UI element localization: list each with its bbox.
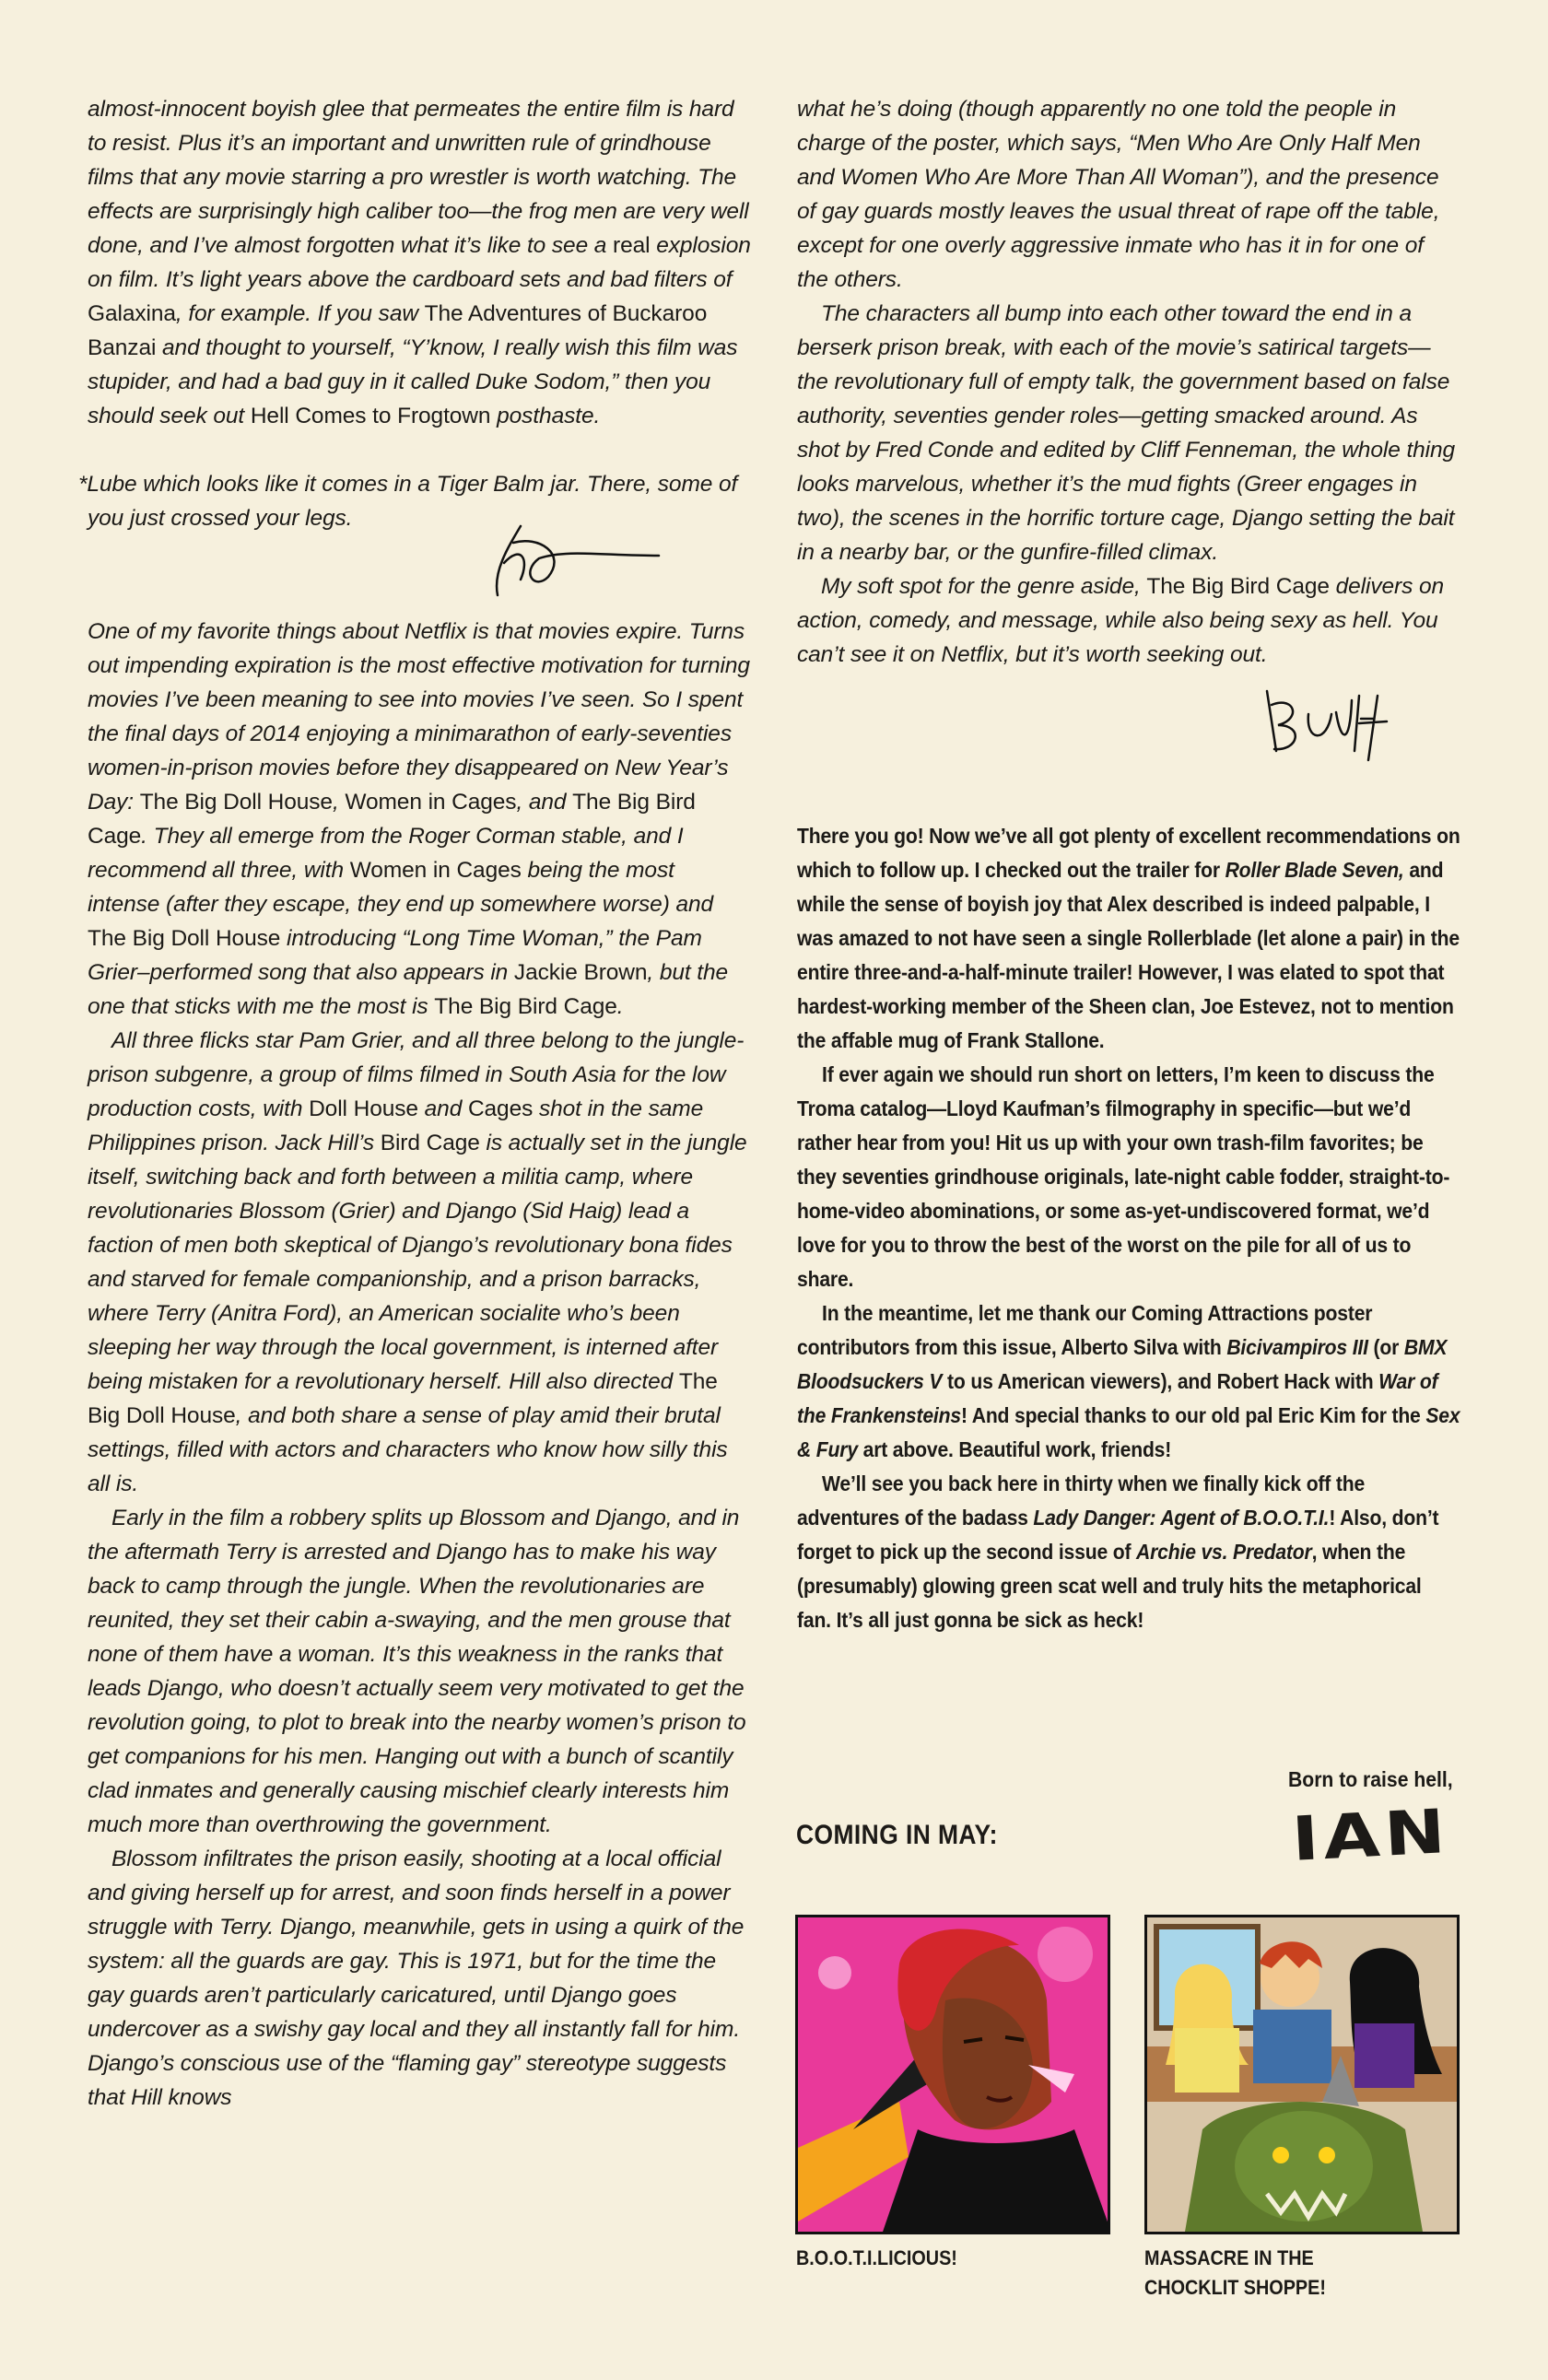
panel-archie-vs-predator [1144, 1915, 1460, 2234]
coming-in-may-heading: COMING IN MAY: [796, 1820, 998, 1850]
footnote: *Lube which looks like it comes in a Tiger Balm jar. There, some of you just crossed your legs. [78, 472, 738, 531]
archie-vs-predator-illustration [1147, 1917, 1460, 2234]
alex-review-end [78, 92, 751, 535]
paragraph: We’ll see you back here in thirty when we finally kick off the adventures of the badass Lady Danger: Agent of B.O.O.T.I.! Also, don’t forget to pick up the second issue of Archie vs. Predator, when the (presumably) glowing green scat well and truly hits the metaphorical fan. It’s all just gonna be sick as heck! [797, 1471, 1439, 1632]
paragraph: The characters all bump into each other toward the end in a berserk prison break, with each of the movie’s satirical targets—the revolutionary full of empty talk, the government based on false authority, seventies gender roles—getting smacked around. As shot by Fred Conde and edited by Cliff Fenneman, the whole thing looks marvelous, whether it’s the mud fights (Greer engages in two), the scenes in the horrific torture cage, Django setting the bait in a nearby bar, or the gunfire-filled climax. [797, 301, 1456, 565]
panel-lady-danger [795, 1915, 1110, 2234]
editor-response [797, 819, 1460, 1637]
paragraph: If ever again we should run short on letters, I’m keen to discuss the Troma catalog—Lloyd Kaufman’s filmography in specific—but we’d rather hear from you! Hit us up with your own trash-film favorites; be they seventies grindhouse originals, late-night cable fodder, straight-to-home-video abominations, or some as-yet-undiscovered format, we’d love for you to throw the best of the worst on the pile for all of us to share. [797, 1062, 1450, 1291]
lady-danger-illustration [798, 1917, 1110, 2234]
panel-lady-danger-caption: B.O.O.T.I.LICIOUS! [796, 2246, 957, 2269]
paragraph: Early in the film a robbery splits up Blossom and Django, and in the aftermath Terry is arrested and Django has to make his way back to camp through the jungle. When the revolutionaries are reunited, they set their cabin a-swaying, and the men grouse that none of them have a woman. It’s this weakness in the ranks that leads Django, who doesn’t actually seem very motivated to get the revolution going, to plot to break into the nearby women’s prison to get companions for his men. Hanging out with a bunch of scantily clad inmates and generally causing mischief clearly interests him much more than overthrowing the government. [88, 1506, 746, 1837]
ian-signature: IAN [1290, 1796, 1452, 1875]
paragraph: Blossom infiltrates the prison easily, shooting at a local official and giving herself up for arrest, and soon finds herself in a power struggle with Terry. Django, meanwhile, gets in using a quirk of the system: all the guards are gay. This is 1971, but for the time the gay guards aren’t particularly caricatured, until Django goes undercover as a swishy gay local and they all instantly fall for him. Django’s conscious use of the “flaming gay” stereotype suggests that Hill knows [88, 1847, 745, 2110]
paragraph: One of my favorite things about Netflix is that movies expire. Turns out impending expiration is the most effective motivation for turning movies I’ve been meaning to see into movies I’ve seen. So I spent the final days of 2014 enjoying a minimarathon of early-seventies women-in-prison movies before they disappeared on New Year’s Day: The Big Doll House, Women in Cages, and The Big Bird Cage. They all emerge from the Roger Corman stable, and I recommend all three, with Women in Cages being the most intense (after they escape, they end up somewhere worse) and The Big Doll House introducing “Long Time Woman,” the Pam Grier–performed song that also appears in Jackie Brown, but the one that sticks with me the most is The Big Bird Cage. [88, 619, 750, 1019]
paragraph: All three flicks star Pam Grier, and all three belong to the jungle-prison subgenre, a group of films filmed in South Asia for the low production costs, with Doll House and Cages shot in the same Philippines prison. Jack Hill’s Bird Cage is actually set in the jungle itself, switching back and forth between a militia camp, where revolutionaries Blossom (Grier) and Django (Sid Haig) lead a faction of men both skeptical of Django’s revolutionary bona fides and starved for female companionship, and a prison barracks, where Terry (Anitra Ford), an American socialite who’s been sleeping her way through the local government, is interned after being mistaken for a revolutionary herself. Hill also directed The Big Doll House, and both share a sense of play amid their brutal settings, filled with actors and characters who know how silly this all is. [88, 1028, 747, 1496]
right-column [797, 92, 1460, 1637]
netflix-review [88, 615, 751, 2115]
netflix-review-continued [797, 92, 1460, 672]
paragraph: There you go! Now we’ve all got plenty of excellent recommendations on which to follow up. I checked out the trailer for Roller Blade Seven, and while the sense of boyish joy that Alex described is indeed palpable, I was amazed to not have seen a single Rollerblade (let alone a pair) in the entire three-and-a-half-minute trailer! However, I was elated to spot that hardest-working member of the Sheen clan, Joe Estevez, not to mention the affable mug of Frank Stallone. [797, 824, 1460, 1052]
paragraph: what he’s doing (though apparently no one told the people in charge of the poster, which says, “Men Who Are Only Half Men and Women Who Are More Than All Woman”), and the presence of gay guards mostly leaves the usual threat of rape off the table, except for one overly aggressive inmate who has it in for one of the others. [797, 97, 1440, 292]
panel-archie-vs-predator-caption: MASSACRE IN THE CHOCKLIT SHOPPE! [1144, 2246, 1326, 2299]
paragraph: In the meantime, let me thank our Coming Attractions poster contributors from this issue, Alberto Silva with Bicivampiros III (or BMX Bloodsuckers V to us American viewers), and Robert Hack with War of the Frankensteins! And special thanks to our old pal Eric Kim for the Sex & Fury art above. Beautiful work, friends! [797, 1301, 1460, 1461]
left-column [78, 92, 751, 2115]
paragraph: almost-innocent boyish glee that permeates the entire film is hard to resist. Plus it’s an important and unwritten rule of grindhouse films that any movie starring a pro wrestler is worth watching. The effects are surprisingly high caliber too—the frog men are very well done, and I’ve almost forgotten what it’s like to see a real explosion on film. It’s light years above the cardboard sets and bad filters of Galaxina, for example. If you saw The Adventures of Buckaroo Banzai and thought to yourself, “Y’know, I really wish this film was stupider, and had a bad guy in it called Duke Sodom,” then you should seek out Hell Comes to Frogtown posthaste. [88, 97, 751, 428]
signoff: Born to raise hell, [1288, 1767, 1453, 1791]
reviewer-signature [797, 677, 1460, 769]
paragraph: My soft spot for the genre aside, The Big Bird Cage delivers on action, comedy, and message, while also being sexy as hell. You can’t see it on Netflix, but it’s worth seeking out. [797, 574, 1444, 667]
